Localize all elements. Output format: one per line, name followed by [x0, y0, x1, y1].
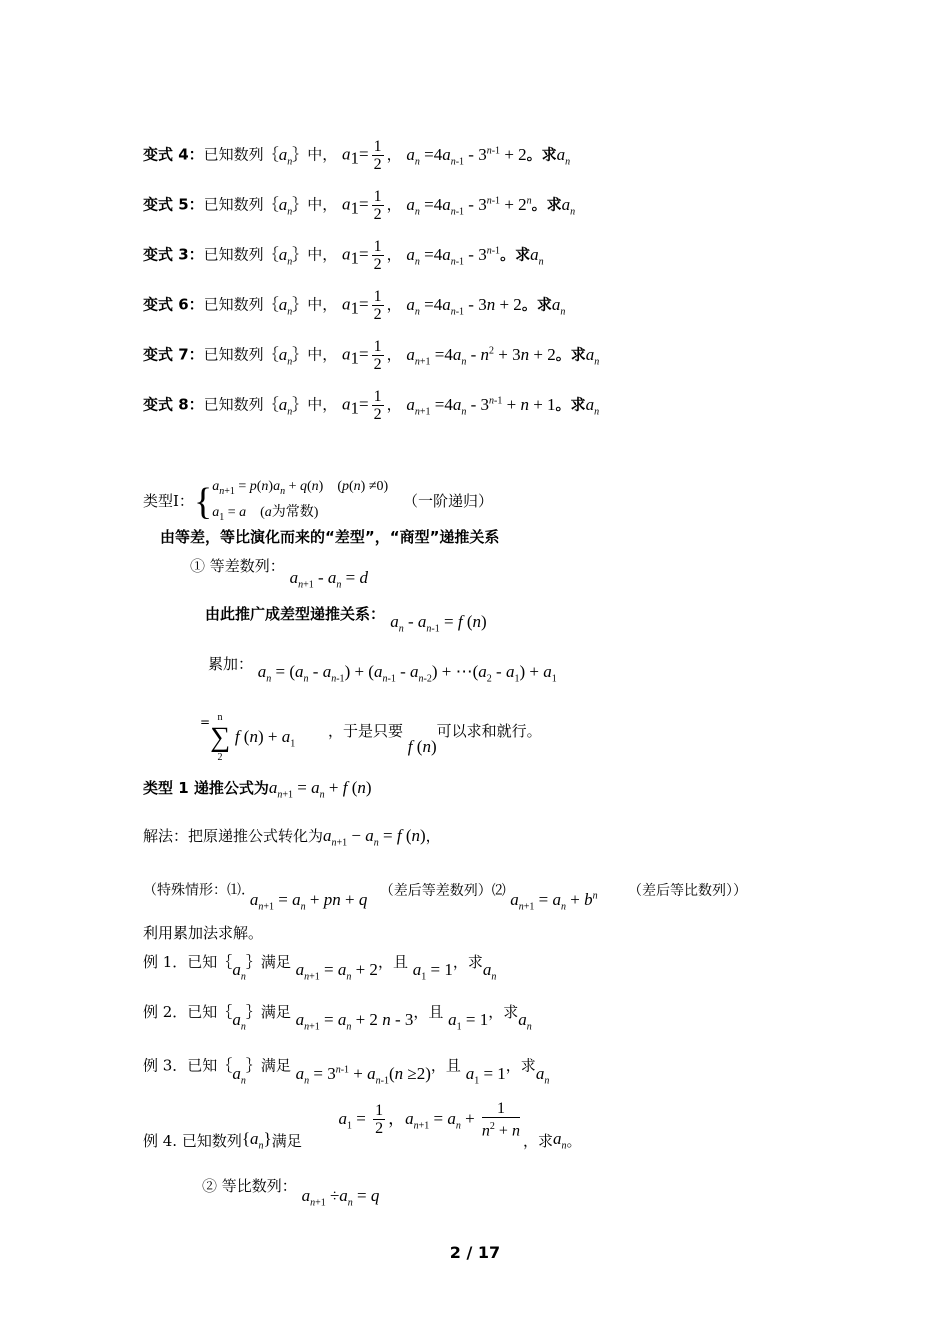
equation-system: $a_{n+1} = p(n)a_n + q(n)$ (p(n) ≠0) $a_1 = a$ (a为常数) [212, 479, 389, 523]
method: 解法：把原递推公式转化为$a_{n+1} - a_n = f$ (n)， [143, 826, 441, 849]
fraction-half: $\frac{1}{2}$ [373, 388, 382, 423]
variant-label: 变式 5： [143, 195, 204, 214]
geo-label: ② 等比数列： [202, 1177, 297, 1195]
example-label: 例 2．已知｛ [143, 1003, 233, 1021]
method-label: 解法：把原递推公式转化为 [143, 827, 324, 845]
variant-label: 变式 7： [143, 345, 204, 364]
use-sum: 利用累加法求解。 [143, 924, 264, 942]
type-i-note: （一阶递归） [402, 491, 493, 510]
sum-text2: 可以求和就行。 [436, 722, 542, 740]
special-case: （特殊情形：⑴. $a_{n+1} = a_n$ + pn + q （差后等差数列）⑵ $a_{n+1} = a_n + b^n$ （差后等比数列）） [143, 882, 748, 913]
type-i [143, 476, 493, 528]
heading-diff-ratio: 由等差，等比演化而来的“差型”，“商型”递推关系 [160, 528, 500, 546]
variant-3: 变式 3：已知数列$\{a_n\}$中， $a_1=$ $\frac{1}{2}$ ， $a_n =4a_{n-1} - 3^{n-1}$。求$a_n$ [143, 238, 544, 273]
fraction-half: $\frac{1}{2}$ [373, 338, 382, 373]
variant-text: 已知数列｛ [203, 245, 279, 264]
arith-seq: ① 等差数列： $a_{n+1} - a_n = d$ [190, 557, 368, 591]
type1-label: 类型 1 递推公式为 [143, 779, 269, 797]
variant-4: 变式 4：已知数列$\{a_n\}$中， $a_1=$ $\frac{1}{2}$ ， $a_n =4a_{n-1} - 3^{n-1} + 2$。求$a_n$ [143, 138, 571, 173]
example-label: 例 4. 已知数列 [143, 1131, 242, 1150]
special-p1: （特殊情形：⑴. [143, 882, 246, 899]
fraction-half: $\frac{1}{2}$ [373, 188, 382, 223]
sum-eq: = [200, 715, 211, 729]
variant-label: 变式 8： [143, 395, 204, 414]
variant-text: 已知数列｛ [203, 195, 279, 214]
variant-close: ｝中， [292, 245, 338, 264]
sigma-symbol: n ∑ 2 [210, 712, 231, 763]
example-4: 例 4. 已知数列$\{a_n\}$满足 $a_1$ = $\frac{1}{2}$ ，$a_{n+1} = a_n$ + $\frac{1}{n^2 + n}$ ，求$a_n$。 [143, 1100, 582, 1152]
variant-5: 变式 5：已知数列$\{a_n\}$中， $a_1=$ $\frac{1}{2}$ ， $a_n =4a_{n-1} - 3^{n-1} + 2^n$。求$a_n$ [143, 188, 576, 223]
variant-close: ｝中， [292, 395, 338, 414]
fraction-half: $\frac{1}{2}$ [373, 138, 382, 173]
variant-close: ｝中， [292, 145, 338, 164]
type-i-label: 类型Ⅰ： [143, 491, 194, 510]
generalize-label: 由此推广成差型递推关系： [205, 605, 386, 623]
example-label: 例 3．已知｛ [143, 1056, 233, 1075]
variant-text: 已知数列｛ [203, 395, 279, 414]
example-3: 例 3．已知$\{a_n\}$满足 $a_n = 3^{n-1} + a_{n-1}(n \ge 2)$，且 $a_1 = 1$，求$a_n$ [143, 1056, 550, 1087]
variant-close: ｝中， [292, 295, 338, 314]
example-label: 例 1．已知｛ [143, 953, 233, 971]
geo-seq: ② 等比数列： $a_{n+1} \div a_n = q$ [202, 1177, 380, 1209]
fraction-half: $\frac{1}{2}$ [373, 288, 382, 323]
variant-close: ｝中， [292, 345, 338, 364]
fraction-half: $\frac{1}{2}$ [373, 238, 382, 273]
accum-label: 累加： [208, 655, 254, 673]
variant-7: 变式 7：已知数列$\{a_n\}$中， $a_1=$ $\frac{1}{2}$ ， $a_{n+1} =4a_n - n^2 + 3n + 2$。求$a_n$ [143, 338, 600, 373]
variant-text: 已知数列｛ [203, 295, 279, 314]
type-1: 类型 1 递推公式为$a_{n+1} = a_n + f$ (n) [143, 778, 372, 801]
variant-8: 变式 8：已知数列$\{a_n\}$中， $a_1=$ $\frac{1}{2}$ ， $a_{n+1} =4a_n - 3^{n-1} + n + 1$。求$a_n$ [143, 388, 600, 423]
variant-text: 已知数列｛ [203, 145, 279, 164]
special-n1: （差后等差数列）⑵ [379, 882, 506, 899]
sum-text1: ，于是只要 [328, 722, 404, 740]
accumulation: 累加： $a_n = (a_n - a_{n-1}) + (a_{n-1} - a_{n-2})$ + $\cdots(a_2 - a_1) + a_1$ [208, 655, 557, 685]
variant-6: 变式 6：已知数列$\{a_n\}$中， $a_1=$ $\frac{1}{2}$ ， $a_n =4a_{n-1} - 3n + 2$。求$a_n$ [143, 288, 566, 323]
variant-text: 已知数列｛ [203, 345, 279, 364]
sum-line: = n ∑ 2 f $(n) + a_1$ ，于是只要 f (n)可以求和就行。 [200, 712, 542, 763]
variant-label: 变式 3： [143, 245, 204, 264]
page-number: 2 / 17 [449, 1243, 501, 1262]
example-2: 例 2．已知$\{a_n\}$满足 $a_{n+1} = a_n + 2$ n - 3，且 $a_1 = 1$，求$a_n$ [143, 1003, 532, 1033]
variant-label: 变式 4： [143, 145, 204, 164]
arith-label: ① 等差数列： [190, 557, 285, 575]
variant-label: 变式 6： [143, 295, 204, 314]
variant-close: ｝中， [292, 195, 338, 214]
example-1: 例 1．已知$\{a_n\}$满足 $a_{n+1} = a_n + 2$，且 $a_1 = 1$，求$a_n$ [143, 953, 497, 983]
special-n2: （差后等比数列）） [628, 882, 748, 899]
generalize: 由此推广成差型递推关系： $a_n - a_{n-1} = f$ (n) [205, 605, 487, 635]
left-brace: { [193, 480, 213, 523]
